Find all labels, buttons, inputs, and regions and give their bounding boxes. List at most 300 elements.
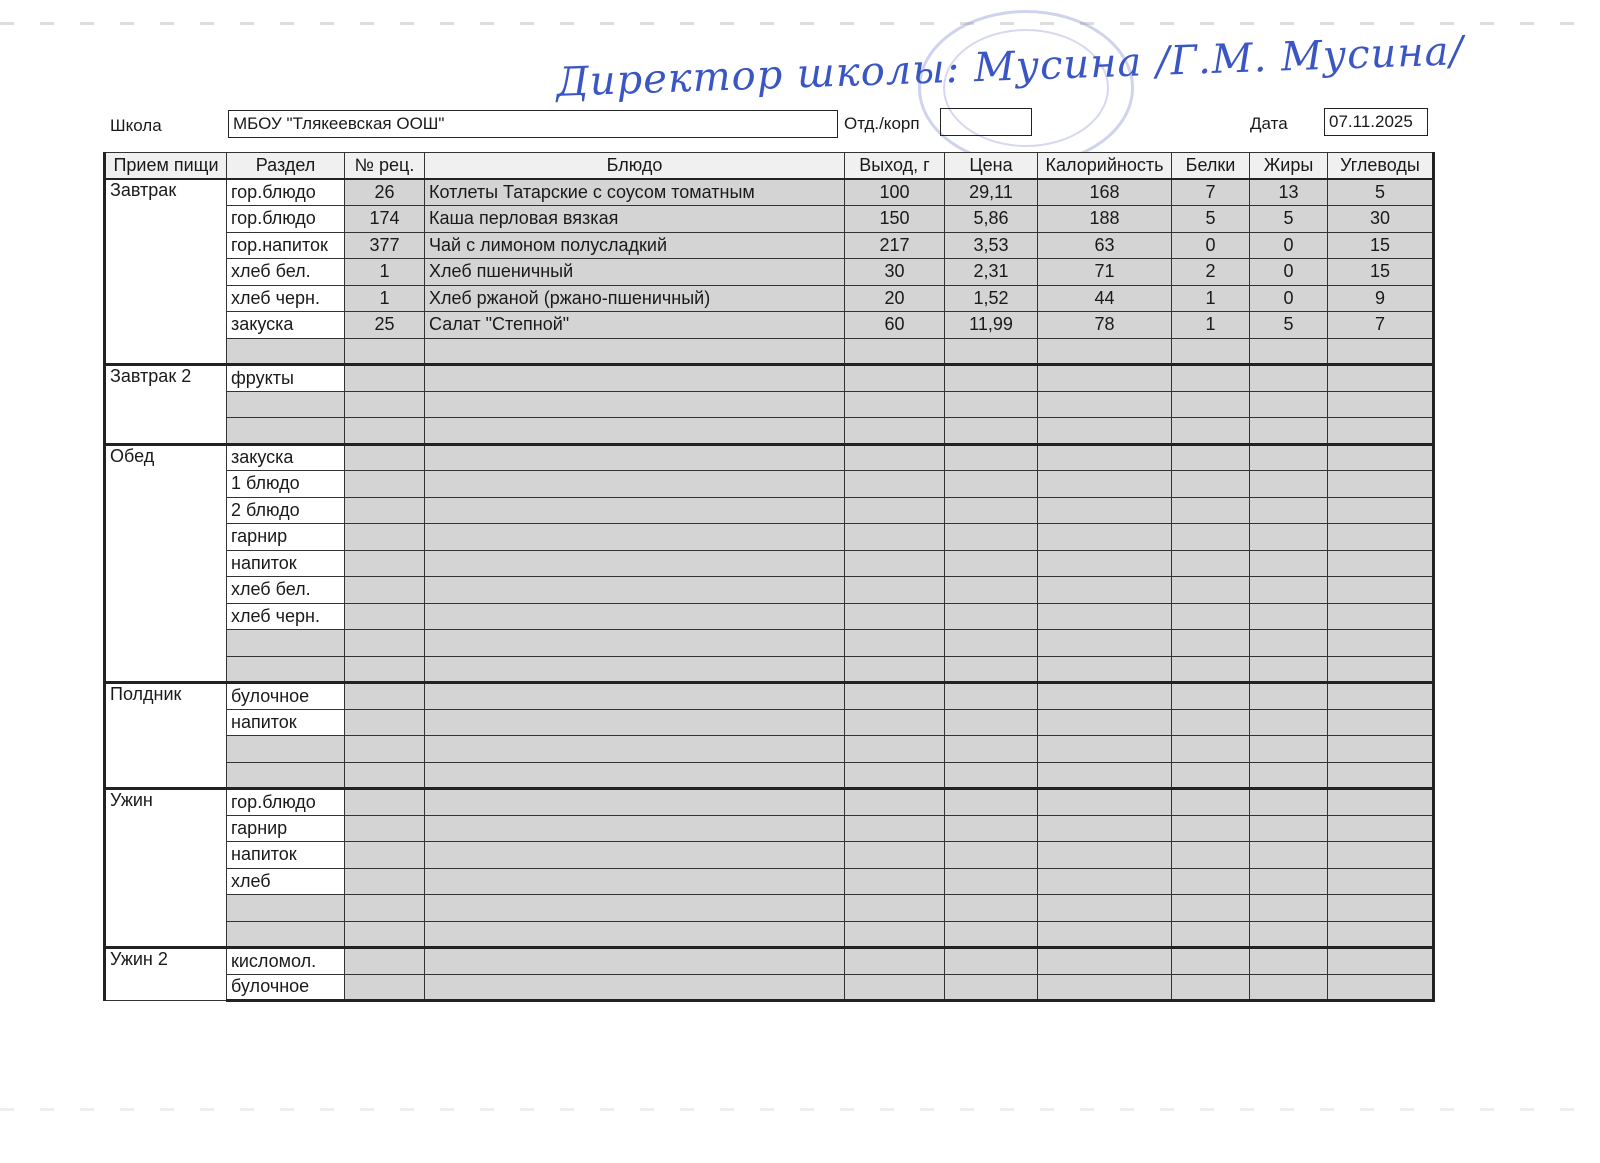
protein-cell — [1172, 577, 1250, 604]
carbs-cell: 15 — [1328, 232, 1434, 259]
price-cell — [945, 444, 1038, 471]
yield-cell — [845, 338, 945, 365]
calories-cell — [1038, 842, 1172, 869]
price-cell — [945, 921, 1038, 948]
recipe-no-cell — [345, 948, 425, 975]
fat-cell: 0 — [1250, 259, 1328, 286]
protein-cell — [1172, 948, 1250, 975]
dish-cell — [425, 842, 845, 869]
fat-cell — [1250, 365, 1328, 392]
yield-cell — [845, 709, 945, 736]
dish-cell — [425, 577, 845, 604]
protein-cell — [1172, 524, 1250, 551]
yield-cell — [845, 603, 945, 630]
col-protein: Белки — [1172, 153, 1250, 180]
fat-cell — [1250, 842, 1328, 869]
col-carbs: Углеводы — [1328, 153, 1434, 180]
section-cell: булочное — [227, 683, 345, 710]
recipe-no-cell — [345, 921, 425, 948]
carbs-cell — [1328, 365, 1434, 392]
section-cell: гор.блюдо — [227, 789, 345, 816]
price-cell — [945, 895, 1038, 922]
dept-field — [940, 108, 1032, 136]
meal-cell: Завтрак 2 — [105, 365, 227, 445]
section-cell: гарнир — [227, 815, 345, 842]
price-cell — [945, 789, 1038, 816]
fat-cell: 5 — [1250, 206, 1328, 233]
price-cell — [945, 974, 1038, 1001]
table-row — [105, 550, 1434, 577]
yield-cell — [845, 683, 945, 710]
calories-cell — [1038, 550, 1172, 577]
section-cell: гарнир — [227, 524, 345, 551]
yield-cell: 30 — [845, 259, 945, 286]
fat-cell — [1250, 868, 1328, 895]
table-row — [105, 656, 1434, 683]
fat-cell — [1250, 630, 1328, 657]
date-label: Дата — [1250, 114, 1288, 133]
scan-noise-top — [0, 22, 1600, 25]
dish-cell: Котлеты Татарские с соусом томатным — [425, 179, 845, 206]
fat-cell: 5 — [1250, 312, 1328, 339]
dish-cell: Хлеб ржаной (ржано-пшеничный) — [425, 285, 845, 312]
calories-cell — [1038, 974, 1172, 1001]
dish-cell — [425, 365, 845, 392]
price-cell — [945, 338, 1038, 365]
table-row — [105, 577, 1434, 604]
fat-cell: 0 — [1250, 285, 1328, 312]
price-cell — [945, 868, 1038, 895]
protein-cell — [1172, 921, 1250, 948]
section-cell: 1 блюдо — [227, 471, 345, 498]
carbs-cell: 5 — [1328, 179, 1434, 206]
table-row — [105, 285, 1434, 312]
table-row — [105, 868, 1434, 895]
dish-cell — [425, 921, 845, 948]
dept-label: Отд./корп — [844, 114, 920, 133]
section-cell: напиток — [227, 842, 345, 869]
dish-cell — [425, 471, 845, 498]
dish-cell: Хлеб пшеничный — [425, 259, 845, 286]
col-fat: Жиры — [1250, 153, 1328, 180]
yield-cell — [845, 577, 945, 604]
protein-cell: 0 — [1172, 232, 1250, 259]
dish-cell: Каша перловая вязкая — [425, 206, 845, 233]
yield-cell — [845, 418, 945, 445]
recipe-no-cell — [345, 842, 425, 869]
protein-cell: 1 — [1172, 312, 1250, 339]
section-cell — [227, 762, 345, 789]
meal-cell: Ужин — [105, 789, 227, 948]
recipe-no-cell — [345, 365, 425, 392]
table-row — [105, 418, 1434, 445]
dish-cell — [425, 524, 845, 551]
section-cell: гор.напиток — [227, 232, 345, 259]
table-row — [105, 365, 1434, 392]
price-cell: 3,53 — [945, 232, 1038, 259]
section-cell: напиток — [227, 550, 345, 577]
price-cell — [945, 842, 1038, 869]
calories-cell: 63 — [1038, 232, 1172, 259]
table-row — [105, 789, 1434, 816]
calories-cell: 71 — [1038, 259, 1172, 286]
table-row — [105, 895, 1434, 922]
price-cell: 2,31 — [945, 259, 1038, 286]
section-cell: хлеб черн. — [227, 285, 345, 312]
carbs-cell: 9 — [1328, 285, 1434, 312]
table-row — [105, 259, 1434, 286]
dish-cell — [425, 630, 845, 657]
section-cell: хлеб бел. — [227, 259, 345, 286]
section-cell: напиток — [227, 709, 345, 736]
calories-cell — [1038, 577, 1172, 604]
meal-cell: Завтрак — [105, 179, 227, 365]
protein-cell — [1172, 391, 1250, 418]
fat-cell — [1250, 603, 1328, 630]
section-cell: закуска — [227, 444, 345, 471]
yield-cell: 217 — [845, 232, 945, 259]
dish-cell: Салат "Степной" — [425, 312, 845, 339]
col-meal: Прием пищи — [105, 153, 227, 180]
dish-cell — [425, 762, 845, 789]
recipe-no-cell — [345, 656, 425, 683]
fat-cell — [1250, 709, 1328, 736]
protein-cell — [1172, 895, 1250, 922]
carbs-cell — [1328, 497, 1434, 524]
fat-cell — [1250, 444, 1328, 471]
table-row — [105, 630, 1434, 657]
table-row — [105, 762, 1434, 789]
recipe-no-cell — [345, 736, 425, 763]
section-cell: булочное — [227, 974, 345, 1001]
protein-cell: 1 — [1172, 285, 1250, 312]
yield-cell: 60 — [845, 312, 945, 339]
recipe-no-cell — [345, 868, 425, 895]
carbs-cell — [1328, 338, 1434, 365]
protein-cell — [1172, 868, 1250, 895]
recipe-no-cell — [345, 391, 425, 418]
dish-cell — [425, 815, 845, 842]
section-cell: гор.блюдо — [227, 179, 345, 206]
calories-cell — [1038, 815, 1172, 842]
carbs-cell: 7 — [1328, 312, 1434, 339]
dish-cell — [425, 418, 845, 445]
recipe-no-cell — [345, 550, 425, 577]
table-row — [105, 603, 1434, 630]
col-dish: Блюдо — [425, 153, 845, 180]
calories-cell — [1038, 762, 1172, 789]
school-label: Школа — [110, 116, 162, 135]
price-cell — [945, 815, 1038, 842]
recipe-no-cell: 25 — [345, 312, 425, 339]
calories-cell — [1038, 656, 1172, 683]
price-cell: 11,99 — [945, 312, 1038, 339]
yield-cell — [845, 630, 945, 657]
price-cell — [945, 524, 1038, 551]
yield-cell — [845, 550, 945, 577]
carbs-cell — [1328, 736, 1434, 763]
dish-cell — [425, 789, 845, 816]
recipe-no-cell: 26 — [345, 179, 425, 206]
fat-cell: 0 — [1250, 232, 1328, 259]
table-row — [105, 312, 1434, 339]
menu-body — [105, 179, 1434, 1001]
price-cell — [945, 391, 1038, 418]
protein-cell — [1172, 603, 1250, 630]
yield-cell: 100 — [845, 179, 945, 206]
recipe-no-cell — [345, 762, 425, 789]
dish-cell: Чай с лимоном полусладкий — [425, 232, 845, 259]
carbs-cell — [1328, 630, 1434, 657]
price-cell — [945, 471, 1038, 498]
recipe-no-cell: 377 — [345, 232, 425, 259]
protein-cell — [1172, 842, 1250, 869]
recipe-no-cell — [345, 895, 425, 922]
calories-cell — [1038, 391, 1172, 418]
recipe-no-cell: 174 — [345, 206, 425, 233]
fat-cell — [1250, 762, 1328, 789]
calories-cell — [1038, 921, 1172, 948]
table-header-row — [105, 153, 1434, 180]
calories-cell: 78 — [1038, 312, 1172, 339]
table-row — [105, 471, 1434, 498]
dish-cell — [425, 391, 845, 418]
section-cell — [227, 921, 345, 948]
carbs-cell — [1328, 895, 1434, 922]
recipe-no-cell — [345, 338, 425, 365]
carbs-cell — [1328, 974, 1434, 1001]
table-row — [105, 206, 1434, 233]
section-cell: гор.блюдо — [227, 206, 345, 233]
recipe-no-cell — [345, 709, 425, 736]
calories-cell — [1038, 418, 1172, 445]
table-row — [105, 709, 1434, 736]
col-recipe-no: № рец. — [345, 153, 425, 180]
recipe-no-cell — [345, 497, 425, 524]
dish-cell — [425, 683, 845, 710]
yield-cell — [845, 444, 945, 471]
carbs-cell — [1328, 391, 1434, 418]
protein-cell — [1172, 418, 1250, 445]
fat-cell — [1250, 974, 1328, 1001]
table-row — [105, 497, 1434, 524]
calories-cell: 44 — [1038, 285, 1172, 312]
table-row — [105, 391, 1434, 418]
recipe-no-cell — [345, 630, 425, 657]
yield-cell — [845, 948, 945, 975]
table-row — [105, 974, 1434, 1001]
fat-cell — [1250, 656, 1328, 683]
protein-cell — [1172, 471, 1250, 498]
calories-cell — [1038, 497, 1172, 524]
carbs-cell — [1328, 948, 1434, 975]
dish-cell — [425, 338, 845, 365]
yield-cell — [845, 868, 945, 895]
carbs-cell — [1328, 683, 1434, 710]
recipe-no-cell: 1 — [345, 285, 425, 312]
col-yield: Выход, г — [845, 153, 945, 180]
dish-cell — [425, 550, 845, 577]
fat-cell — [1250, 550, 1328, 577]
yield-cell — [845, 471, 945, 498]
calories-cell — [1038, 683, 1172, 710]
meal-cell: Полдник — [105, 683, 227, 789]
section-cell — [227, 418, 345, 445]
price-cell — [945, 577, 1038, 604]
carbs-cell: 30 — [1328, 206, 1434, 233]
price-cell — [945, 550, 1038, 577]
calories-cell — [1038, 789, 1172, 816]
table-row — [105, 815, 1434, 842]
yield-cell — [845, 815, 945, 842]
dish-cell — [425, 709, 845, 736]
calories-cell — [1038, 365, 1172, 392]
carbs-cell — [1328, 550, 1434, 577]
section-cell — [227, 391, 345, 418]
section-cell: хлеб бел. — [227, 577, 345, 604]
section-cell — [227, 338, 345, 365]
section-cell — [227, 630, 345, 657]
price-cell — [945, 656, 1038, 683]
yield-cell: 150 — [845, 206, 945, 233]
table-row — [105, 683, 1434, 710]
fat-cell — [1250, 391, 1328, 418]
carbs-cell — [1328, 603, 1434, 630]
recipe-no-cell: 1 — [345, 259, 425, 286]
dish-cell — [425, 497, 845, 524]
yield-cell — [845, 842, 945, 869]
fat-cell — [1250, 789, 1328, 816]
price-cell: 1,52 — [945, 285, 1038, 312]
carbs-cell — [1328, 868, 1434, 895]
recipe-no-cell — [345, 577, 425, 604]
col-price: Цена — [945, 153, 1038, 180]
protein-cell — [1172, 365, 1250, 392]
meal-cell: Ужин 2 — [105, 948, 227, 1001]
calories-cell — [1038, 709, 1172, 736]
table-row — [105, 524, 1434, 551]
yield-cell — [845, 524, 945, 551]
recipe-no-cell — [345, 444, 425, 471]
col-calories: Калорийность — [1038, 153, 1172, 180]
calories-cell — [1038, 895, 1172, 922]
carbs-cell — [1328, 921, 1434, 948]
calories-cell — [1038, 736, 1172, 763]
dish-cell — [425, 895, 845, 922]
table-row — [105, 842, 1434, 869]
table-row — [105, 338, 1434, 365]
dish-cell — [425, 736, 845, 763]
section-cell: фрукты — [227, 365, 345, 392]
dish-cell — [425, 868, 845, 895]
price-cell — [945, 762, 1038, 789]
scan-noise-bottom — [0, 1108, 1600, 1111]
carbs-cell: 15 — [1328, 259, 1434, 286]
protein-cell — [1172, 709, 1250, 736]
fat-cell — [1250, 418, 1328, 445]
fat-cell — [1250, 683, 1328, 710]
carbs-cell — [1328, 842, 1434, 869]
price-cell: 29,11 — [945, 179, 1038, 206]
protein-cell — [1172, 789, 1250, 816]
meal-cell: Обед — [105, 444, 227, 683]
col-section: Раздел — [227, 153, 345, 180]
calories-cell — [1038, 524, 1172, 551]
calories-cell: 188 — [1038, 206, 1172, 233]
price-cell — [945, 365, 1038, 392]
dish-cell — [425, 948, 845, 975]
section-cell: хлеб — [227, 868, 345, 895]
dish-cell — [425, 444, 845, 471]
protein-cell — [1172, 550, 1250, 577]
protein-cell — [1172, 444, 1250, 471]
protein-cell — [1172, 736, 1250, 763]
school-field: МБОУ "Тлякеевская ООШ" — [228, 110, 838, 138]
director-signature: Директор школы: Мусина /Г.М. Мусина/ — [555, 28, 1465, 106]
section-cell: закуска — [227, 312, 345, 339]
recipe-no-cell — [345, 683, 425, 710]
yield-cell — [845, 365, 945, 392]
fat-cell — [1250, 338, 1328, 365]
calories-cell — [1038, 630, 1172, 657]
calories-cell — [1038, 868, 1172, 895]
dish-cell — [425, 974, 845, 1001]
recipe-no-cell — [345, 974, 425, 1001]
yield-cell: 20 — [845, 285, 945, 312]
section-cell: кисломол. — [227, 948, 345, 975]
carbs-cell — [1328, 656, 1434, 683]
dish-cell — [425, 603, 845, 630]
carbs-cell — [1328, 789, 1434, 816]
price-cell — [945, 418, 1038, 445]
fat-cell — [1250, 921, 1328, 948]
table-row — [105, 736, 1434, 763]
calories-cell: 168 — [1038, 179, 1172, 206]
recipe-no-cell — [345, 603, 425, 630]
price-cell — [945, 709, 1038, 736]
carbs-cell — [1328, 444, 1434, 471]
yield-cell — [845, 895, 945, 922]
section-cell — [227, 736, 345, 763]
carbs-cell — [1328, 418, 1434, 445]
fat-cell — [1250, 524, 1328, 551]
price-cell — [945, 948, 1038, 975]
fat-cell: 13 — [1250, 179, 1328, 206]
carbs-cell — [1328, 762, 1434, 789]
price-cell: 5,86 — [945, 206, 1038, 233]
fat-cell — [1250, 736, 1328, 763]
carbs-cell — [1328, 815, 1434, 842]
table-row — [105, 948, 1434, 975]
carbs-cell — [1328, 577, 1434, 604]
recipe-no-cell — [345, 471, 425, 498]
calories-cell — [1038, 444, 1172, 471]
table-row — [105, 921, 1434, 948]
fat-cell — [1250, 948, 1328, 975]
yield-cell — [845, 391, 945, 418]
protein-cell: 2 — [1172, 259, 1250, 286]
protein-cell — [1172, 815, 1250, 842]
dish-cell — [425, 656, 845, 683]
calories-cell — [1038, 948, 1172, 975]
yield-cell — [845, 974, 945, 1001]
price-cell — [945, 683, 1038, 710]
price-cell — [945, 630, 1038, 657]
yield-cell — [845, 497, 945, 524]
yield-cell — [845, 762, 945, 789]
section-cell: 2 блюдо — [227, 497, 345, 524]
price-cell — [945, 497, 1038, 524]
